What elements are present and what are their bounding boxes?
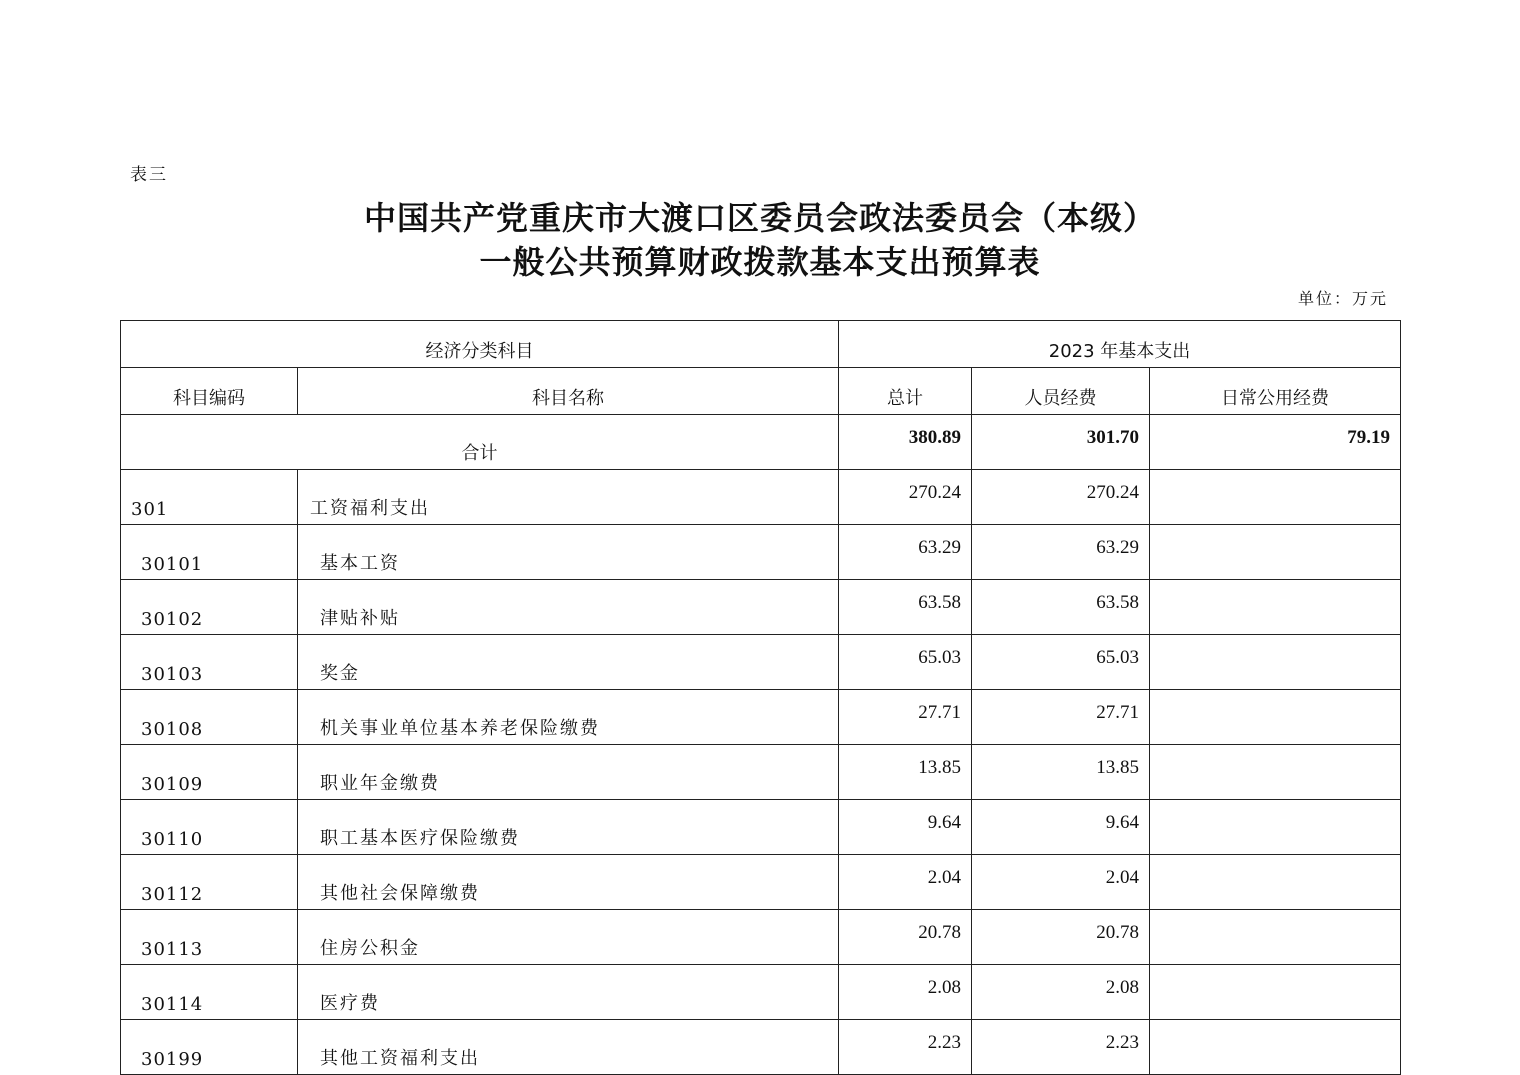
row-code: 30113 [121,910,298,965]
row-code: 30101 [121,525,298,580]
row-personnel: 27.71 [972,690,1150,745]
row-total: 20.78 [839,910,972,965]
column-header-name: 科目名称 [298,368,839,415]
group-header-row [121,321,1401,368]
row-total: 2.08 [839,965,972,1020]
document-title-line2: 一般公共预算财政拨款基本支出预算表 [479,243,1041,281]
row-name: 奖金 [298,635,839,690]
table-row [121,580,1401,635]
row-name: 机关事业单位基本养老保险缴费 [298,690,839,745]
row-code: 30108 [121,690,298,745]
document-title-line1: 中国共产党重庆市大渡口区委员会政法委员会（本级） [363,199,1156,237]
row-code: 30102 [121,580,298,635]
row-code: 30103 [121,635,298,690]
total-row [121,415,1401,470]
row-total: 270.24 [839,470,972,525]
row-public [1150,855,1401,910]
table-row [121,855,1401,910]
row-total: 13.85 [839,745,972,800]
group-header-economic-category: 经济分类科目 [121,321,839,368]
table-row [121,525,1401,580]
column-header-code: 科目编码 [121,368,298,415]
table-row [121,910,1401,965]
row-personnel: 2.08 [972,965,1150,1020]
row-total: 2.23 [839,1020,972,1075]
total-row-total: 380.89 [839,415,972,470]
table-row [121,470,1401,525]
row-personnel: 65.03 [972,635,1150,690]
row-public [1150,800,1401,855]
total-row-label: 合计 [121,415,839,470]
column-header-personnel: 人员经费 [972,368,1150,415]
row-name: 津贴补贴 [298,580,839,635]
row-code: 30114 [121,965,298,1020]
unit-label: 单位：万元 [1297,289,1388,308]
row-public [1150,635,1401,690]
table-row [121,690,1401,745]
row-personnel: 2.23 [972,1020,1150,1075]
column-header-public: 日常公用经费 [1150,368,1401,415]
table-label: 表三 [130,165,168,185]
group-header-basic-expenditure: 2023 年基本支出 [839,321,1401,368]
row-personnel: 270.24 [972,470,1150,525]
row-total: 63.29 [839,525,972,580]
row-personnel: 2.04 [972,855,1150,910]
row-public [1150,470,1401,525]
row-public [1150,1020,1401,1075]
row-personnel: 13.85 [972,745,1150,800]
row-name: 工资福利支出 [298,470,839,525]
row-code: 30109 [121,745,298,800]
row-total: 65.03 [839,635,972,690]
row-public [1150,745,1401,800]
row-code: 30112 [121,855,298,910]
row-public [1150,525,1401,580]
row-name: 住房公积金 [298,910,839,965]
row-public [1150,690,1401,745]
column-header-total: 总计 [839,368,972,415]
row-name: 职工基本医疗保险缴费 [298,800,839,855]
budget-table [120,320,1401,1075]
table-row [121,800,1401,855]
table-row [121,1020,1401,1075]
row-name: 职业年金缴费 [298,745,839,800]
table-row [121,745,1401,800]
row-personnel: 9.64 [972,800,1150,855]
row-name: 医疗费 [298,965,839,1020]
row-public [1150,910,1401,965]
row-personnel: 63.58 [972,580,1150,635]
total-row-personnel: 301.70 [972,415,1150,470]
row-total: 2.04 [839,855,972,910]
row-code: 30199 [121,1020,298,1075]
table-row [121,635,1401,690]
row-public [1150,965,1401,1020]
row-code: 301 [121,470,298,525]
row-public [1150,580,1401,635]
row-personnel: 63.29 [972,525,1150,580]
row-personnel: 20.78 [972,910,1150,965]
row-name: 其他工资福利支出 [298,1020,839,1075]
table-row [121,965,1401,1020]
row-code: 30110 [121,800,298,855]
total-row-public: 79.19 [1150,415,1401,470]
row-total: 27.71 [839,690,972,745]
row-name: 其他社会保障缴费 [298,855,839,910]
column-header-row [121,368,1401,415]
row-total: 63.58 [839,580,972,635]
row-total: 9.64 [839,800,972,855]
row-name: 基本工资 [298,525,839,580]
